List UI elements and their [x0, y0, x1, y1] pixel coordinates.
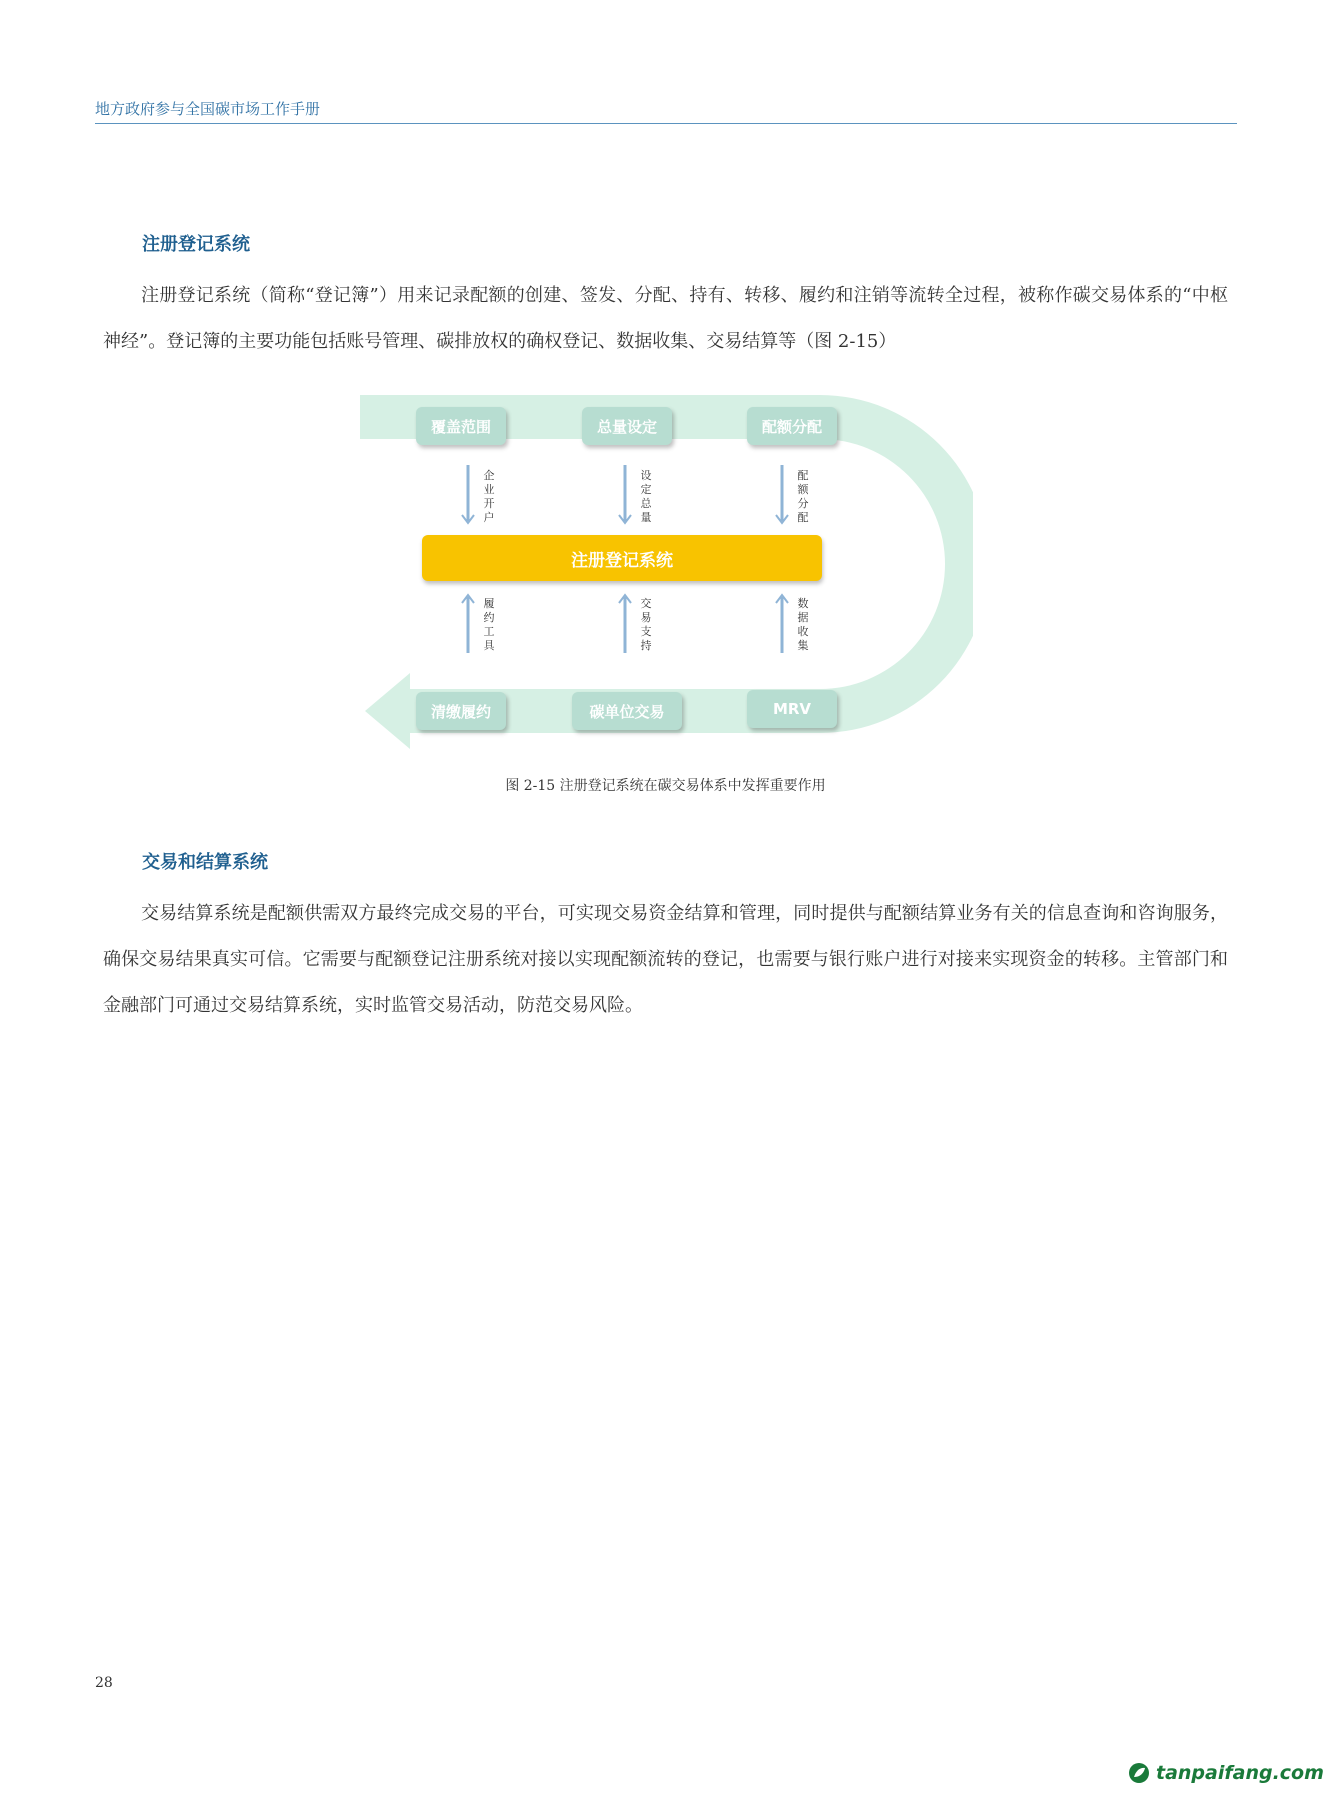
top-box-cap-setting: 总量设定	[582, 407, 672, 445]
section-title-trading: 交易和结算系统	[142, 852, 268, 873]
arrow-down-icon	[772, 465, 792, 527]
label-data-collection: 数据收集	[797, 597, 809, 652]
arrow-down-icon	[458, 465, 478, 527]
arrow-up-icon	[772, 591, 792, 653]
label-set-cap: 设定总量	[640, 469, 652, 524]
label-compliance-tools: 履约工具	[483, 597, 495, 652]
central-registry-box: 注册登记系统	[422, 535, 822, 581]
arrow-up-icon	[615, 591, 635, 653]
figure-caption: 图 2-15 注册登记系统在碳交易体系中发挥重要作用	[505, 778, 826, 794]
label-quota-allocation: 配额分配	[797, 469, 809, 524]
top-box-coverage: 覆盖范围	[416, 407, 506, 445]
arrow-up-icon	[458, 591, 478, 653]
bottom-box-mrv: MRV	[747, 690, 837, 728]
page-number: 28	[95, 1675, 113, 1691]
arrow-down-icon	[615, 465, 635, 527]
label-account-opening: 企业开户	[483, 469, 495, 524]
header-rule	[95, 123, 1237, 124]
section-title-registry: 注册登记系统	[142, 234, 250, 255]
running-header: 地方政府参与全国碳市场工作手册	[95, 100, 321, 118]
watermark	[1128, 1762, 1324, 1784]
label-trading-support: 交易支持	[640, 597, 652, 652]
bottom-box-carbon-trading: 碳单位交易	[572, 692, 682, 730]
paragraph-trading: 交易结算系统是配额供需双方最终完成交易的平台，可实现交易资金结算和管理，同时提供与配额结算业务有关的信息查询和咨询服务，确保交易结果真实可信。它需要与配额登记注册系统对接以实现配额流转的登记，也需要与银行账户进行对接来实现资金的转移。主管部门和金融部门可通过交易结算系统，实时监管交易活动，防范交易风险。	[103, 903, 1228, 1016]
watermark-text: tanpaifang.com	[1156, 1762, 1324, 1784]
leaf-logo-icon	[1128, 1762, 1150, 1784]
registry-diagram	[360, 393, 973, 753]
bottom-box-compliance: 清缴履约	[416, 692, 506, 730]
top-box-allocation: 配额分配	[747, 407, 837, 445]
paragraph-registry: 注册登记系统（简称“登记簿”）用来记录配额的创建、签发、分配、持有、转移、履约和注销等流转全过程，被称作碳交易体系的“中枢神经”。登记簿的主要功能包括账号管理、碳排放权的确权登记、数据收集、交易结算等（图 2-15）	[103, 285, 1228, 352]
